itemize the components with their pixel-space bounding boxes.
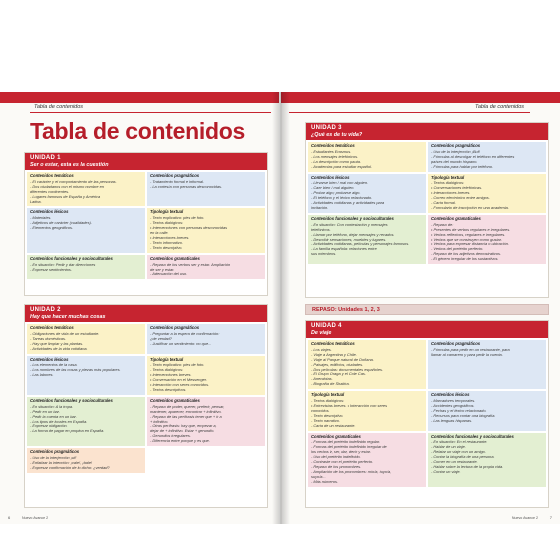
unit-contents-grid bbox=[306, 338, 548, 489]
unit-number: UNIDAD 1 bbox=[30, 155, 61, 161]
content-section bbox=[27, 255, 145, 280]
list-item: - Actividades cotidianas y actividades para bbox=[311, 201, 385, 206]
list-item: Latina. bbox=[30, 199, 42, 204]
section-title: Contenidos temáticos bbox=[311, 341, 355, 346]
list-item: mantener, aparecer, encontrar + infinitivo. bbox=[150, 409, 222, 414]
list-item: ¿de verdad? bbox=[150, 336, 172, 341]
unit-contents-grid bbox=[25, 170, 267, 281]
list-item: de ser y estar. bbox=[150, 267, 175, 272]
list-item: llamar al camarero y para pedir la cuenta. bbox=[431, 352, 503, 357]
section-list bbox=[431, 181, 543, 210]
content-section bbox=[428, 142, 546, 172]
unit-header bbox=[25, 305, 267, 322]
list-item: - Textos descriptivos. bbox=[150, 387, 187, 392]
list-item: - Formulario de inscripción en una academia. bbox=[431, 205, 509, 210]
section-title: Contenidos léxicos bbox=[431, 392, 470, 398]
list-item: - Accidentes geográficos. bbox=[431, 403, 475, 408]
list-item: - El teléfono y el léxico relacionado. bbox=[311, 196, 373, 201]
content-section bbox=[308, 340, 426, 389]
list-item: - Anecdotas. bbox=[311, 377, 333, 382]
list-item: - Contar un viaje. bbox=[431, 469, 461, 474]
section-list bbox=[150, 332, 262, 347]
list-item: - Adjetivos de carácter (cualidades). bbox=[30, 221, 92, 226]
section-title: Contenidos pragmáticos bbox=[431, 341, 481, 346]
list-item: - Fórmulas para pedir en un restaurante, para bbox=[431, 347, 510, 352]
unit-number: UNIDAD 4 bbox=[311, 323, 342, 329]
list-item: - Estudiantes Erasmus. bbox=[311, 149, 352, 154]
unit-header bbox=[306, 321, 548, 338]
section-list bbox=[30, 363, 142, 378]
list-item: conocidos. bbox=[311, 408, 330, 413]
section-list bbox=[150, 180, 262, 190]
left-page bbox=[0, 92, 279, 524]
list-item: - Actividades cotidianas, películas y personajes famosos. bbox=[311, 242, 410, 247]
page-number-left: 6 bbox=[8, 515, 11, 520]
list-item: suyo/a... bbox=[311, 474, 326, 479]
list-item: - Repaso de poder, querer, preferir, pensar, bbox=[150, 404, 225, 409]
unit-subtitle: De viaje bbox=[311, 330, 332, 336]
top-red-bar bbox=[281, 92, 560, 103]
list-item: - Repaso de los adjetivos demostrativos. bbox=[431, 252, 502, 257]
list-item: - Las labores. bbox=[30, 373, 54, 378]
section-title: Tipología textual bbox=[150, 209, 184, 215]
list-item: - Más números. bbox=[311, 479, 339, 484]
section-title: Contenidos gramaticales bbox=[150, 255, 200, 261]
list-item: - Repaso de los pronombres. bbox=[311, 464, 362, 469]
list-item: - Pedir la cuenta en un bar. bbox=[30, 414, 77, 419]
unit-1-box bbox=[24, 152, 268, 296]
list-item: - Actividades de la vida cotidiana. bbox=[30, 346, 88, 351]
section-list bbox=[431, 223, 543, 262]
content-section bbox=[147, 356, 265, 395]
list-item: - Carta formal. bbox=[431, 201, 456, 206]
list-item: - La familia española: relaciones entre bbox=[311, 247, 377, 252]
unit-header bbox=[306, 123, 548, 140]
content-section bbox=[27, 356, 145, 395]
page-title: Tabla de contenidos bbox=[30, 118, 245, 144]
list-item: - La cortesía con personas desconocidas. bbox=[150, 184, 223, 189]
section-list bbox=[30, 456, 142, 471]
header-rule bbox=[30, 112, 271, 113]
content-section bbox=[27, 172, 145, 206]
content-section bbox=[147, 324, 265, 354]
content-section bbox=[308, 174, 426, 213]
section-title: Contenidos funcionales y socioculturales bbox=[431, 433, 514, 439]
list-item: - Justificar un sentimiento: no que... bbox=[150, 341, 212, 346]
top-red-bar bbox=[0, 92, 279, 103]
list-item: - Llamar por teléfono, dejar mensajes y recados. bbox=[311, 232, 395, 237]
list-item: - Hablar sobre la lectura de la propia vida. bbox=[431, 464, 504, 469]
content-section bbox=[428, 391, 546, 430]
list-item: • Intervenciones breves. bbox=[150, 373, 192, 378]
right-page bbox=[281, 92, 560, 524]
list-item: - Expresar confirmación de lo dicho: ¿verdad? bbox=[30, 465, 110, 470]
section-title: Contenidos pragmáticos bbox=[150, 173, 200, 178]
list-item: - Materiales. bbox=[30, 216, 52, 221]
list-item: - Las lenguas hispanas. bbox=[431, 418, 473, 423]
book-gutter bbox=[272, 92, 290, 524]
content-section bbox=[27, 208, 145, 252]
section-title: Contenidos pragmáticos bbox=[150, 325, 200, 330]
list-item: - Uso de la interjección ¡Buf! bbox=[431, 149, 480, 154]
section-title: Contenidos pragmáticos bbox=[30, 449, 80, 455]
content-section bbox=[27, 324, 145, 354]
unit-number: UNIDAD 3 bbox=[311, 125, 342, 131]
book-spread bbox=[0, 92, 560, 524]
list-item: • Presentes de verbos regulares e irregulares. bbox=[431, 227, 511, 232]
list-item: - Uso del pretérito indefinido. bbox=[311, 455, 361, 460]
unit-header bbox=[25, 153, 267, 170]
list-item: - Verbos del pretérito perfecto. bbox=[431, 247, 484, 252]
list-item: - El género irregular de los sustantivos. bbox=[431, 257, 499, 262]
list-item: • Interacciones breves. bbox=[150, 235, 190, 240]
list-item: diferentes continentes. bbox=[30, 189, 70, 194]
content-section bbox=[308, 142, 426, 172]
list-item: - Diferencia entre porque y es que. bbox=[150, 439, 210, 444]
list-item: - Correo electrónico entre amigos. bbox=[431, 196, 490, 201]
list-item: - La forma de pagar en propina en España. bbox=[30, 429, 105, 434]
header-rule bbox=[289, 112, 530, 113]
section-title: Contenidos gramaticales bbox=[311, 433, 361, 439]
list-item: - Carta de un restaurante. bbox=[311, 423, 356, 428]
list-item: - Formas del pretérito indefinido regular. bbox=[311, 440, 381, 445]
list-item: - Texto informativo. bbox=[150, 240, 183, 245]
list-item: - La descripción como pauta. bbox=[311, 159, 361, 164]
list-item: • Conversaciones telefónicas. bbox=[431, 186, 483, 191]
section-list bbox=[150, 363, 262, 392]
section-title: Contenidos temáticos bbox=[30, 325, 74, 330]
list-item: - Los viajes. bbox=[311, 347, 332, 352]
content-section bbox=[27, 448, 145, 473]
list-item: - Repaso de los verbos ser y estar. Ampliación bbox=[150, 262, 231, 267]
list-item: - Los elementos de la casa. bbox=[30, 363, 78, 368]
section-list bbox=[431, 440, 543, 474]
list-item: - Texto narrativo. bbox=[311, 418, 341, 423]
review-label: REPASO: Unidades 1, 2, 3 bbox=[312, 307, 380, 313]
list-item: - Textos dialógicos: bbox=[431, 181, 465, 186]
section-list bbox=[311, 223, 423, 257]
list-item: + infinitivo. bbox=[150, 419, 169, 424]
list-item: - Expresar obligación. bbox=[30, 424, 68, 429]
section-list bbox=[311, 348, 423, 387]
running-header-right: Tabla de contenidos bbox=[474, 104, 524, 110]
section-title: Contenidos gramaticales bbox=[150, 397, 200, 403]
list-item: - Fórmulas para hablar por teléfono. bbox=[431, 164, 494, 169]
section-list bbox=[311, 440, 423, 484]
list-item: • Verbos que se construyen como gustar. bbox=[431, 237, 502, 242]
list-item: - Elementos geográficos. bbox=[30, 226, 74, 231]
section-list bbox=[431, 399, 543, 424]
section-title: Contenidos funcionales y socioculturales bbox=[311, 215, 394, 221]
list-item: - Formas del pretérito indefinido irregular de bbox=[311, 445, 387, 450]
section-title: Tipología textual bbox=[431, 174, 465, 180]
list-item: - Dos películas: documentales españoles. bbox=[311, 367, 384, 372]
section-list bbox=[30, 405, 142, 434]
section-list bbox=[30, 332, 142, 352]
list-item: - El carácter y el comportamiento de las personas. bbox=[30, 179, 117, 184]
list-item: - Adecuación del uso. bbox=[150, 272, 188, 277]
list-item: - Otras perífrasis: hay que, empezar a, bbox=[150, 424, 217, 429]
section-list bbox=[311, 181, 423, 210]
list-item: - Hay que limpiar y las plantas. bbox=[30, 341, 84, 346]
list-item: telefónicos. bbox=[311, 227, 331, 232]
unit-contents-grid bbox=[306, 140, 548, 266]
section-title: Tipología textual bbox=[150, 356, 184, 362]
section-title: Contenidos gramaticales bbox=[431, 215, 481, 221]
review-banner bbox=[305, 304, 549, 315]
list-item: - Recursos para contar una biografía. bbox=[431, 413, 496, 418]
unit-3-box bbox=[305, 122, 549, 298]
content-section bbox=[428, 433, 546, 487]
list-item: • Entrevistas breves. • Interacción con seres bbox=[311, 403, 388, 408]
list-item: - Hablar de un viaje. bbox=[431, 445, 466, 450]
content-section bbox=[308, 215, 426, 264]
list-item: • Intervenciones con personas desconocidas bbox=[150, 226, 228, 231]
section-list bbox=[431, 150, 543, 170]
unit-number: UNIDAD 2 bbox=[30, 307, 61, 313]
list-item: - Repaso de las perífrasis tener que + ir a bbox=[150, 414, 222, 419]
list-item: - Marcadores temporales. bbox=[431, 399, 476, 404]
list-item: - Caer bien / mal alguien. bbox=[311, 186, 355, 191]
book-name-left: Nuevo Avance 2 bbox=[22, 516, 49, 520]
list-item: los verbos ir, ser, dar, decir y estar. bbox=[311, 450, 371, 455]
section-title: Contenidos léxicos bbox=[30, 356, 69, 362]
unit-subtitle: Hay que hacer muchas cosas bbox=[30, 314, 106, 320]
list-item: - Llevarse bien / mal con alguien. bbox=[311, 181, 369, 186]
content-section bbox=[27, 397, 145, 446]
unit-4-box bbox=[305, 320, 549, 508]
list-item: - El Grupo Oraga y el Cole Cas. bbox=[311, 372, 366, 377]
list-item: - Describir sensaciones, muebles y lugares. bbox=[311, 237, 387, 242]
list-item: • Verbos para expresar distancia o ubicación. bbox=[431, 242, 509, 247]
book-name-right: Nuevo Avance 2 bbox=[511, 516, 538, 520]
list-item: - Viaje a Argentina y Chile. bbox=[311, 352, 357, 357]
list-item: - Viaje al Parque natural de Doñana. bbox=[311, 357, 374, 362]
list-item: - Los nombres de las cosas y piezas más populares. bbox=[30, 368, 121, 373]
list-item: - Gerundios irregulares. bbox=[150, 434, 191, 439]
list-item: • Conversación en el Messenger. bbox=[150, 378, 208, 383]
content-section bbox=[308, 391, 426, 430]
list-item: - Academias para estudiar español. bbox=[311, 164, 373, 169]
section-title: Contenidos pragmáticos bbox=[431, 143, 481, 148]
page-number-right: 7 bbox=[549, 515, 552, 520]
unit-subtitle: ¿Qué es de tu vida? bbox=[311, 132, 363, 138]
list-item: - Ampliación de los pronombres: mío/a, tuyo/a, bbox=[311, 469, 392, 474]
content-section bbox=[147, 172, 265, 206]
content-section bbox=[308, 433, 426, 487]
list-item: - Texto explicativo: pies de foto. bbox=[150, 363, 205, 368]
section-title: Contenidos léxicos bbox=[311, 174, 350, 180]
list-item: - Fórmulas al descolgar el teléfono en diferentes bbox=[431, 154, 515, 159]
list-item: en la calle. bbox=[150, 231, 169, 236]
unit-2-box bbox=[24, 304, 268, 508]
list-item: países del mundo hispano. bbox=[431, 159, 478, 164]
list-item: - En situación: A la tropa. bbox=[30, 404, 74, 409]
section-list bbox=[30, 263, 142, 273]
unit-contents-grid bbox=[25, 322, 267, 475]
list-item: - Los mensajes telefónicos. bbox=[311, 154, 359, 159]
section-list bbox=[311, 150, 423, 170]
list-item: dejar de + infinitivo. Estar + gerundio. bbox=[150, 429, 215, 434]
list-item: - En situación: En el restaurante. bbox=[431, 440, 488, 445]
section-list bbox=[150, 263, 262, 278]
unit-subtitle: Ser o estar, esta es la cuestión bbox=[30, 162, 109, 168]
section-title: Contenidos temáticos bbox=[311, 143, 355, 148]
section-list bbox=[30, 180, 142, 205]
list-item: invitación. bbox=[311, 205, 329, 210]
section-list bbox=[431, 348, 543, 358]
list-item: - Uso de la interjección ¡uf! bbox=[30, 455, 77, 460]
list-item: - Paisajes, edificios, ciudades. bbox=[311, 362, 364, 367]
list-item: - Relatar un viaje con un amigo. bbox=[431, 450, 486, 455]
section-title: Tipología textual bbox=[311, 392, 345, 398]
list-item: • Verbos reflexivos, regulares e irregulares. bbox=[431, 232, 506, 237]
running-header-left: Tabla de contenidos bbox=[34, 104, 84, 110]
list-item: - Tratamiento formal e informal. bbox=[150, 179, 204, 184]
section-list bbox=[30, 216, 142, 231]
content-section bbox=[147, 208, 265, 252]
list-item: • Interacciones breves. bbox=[431, 191, 471, 196]
content-section bbox=[147, 397, 265, 446]
list-item: - Obligaciones de vida de un estudiante. bbox=[30, 331, 100, 336]
section-title: Contenidos funcionales y socioculturales bbox=[30, 255, 113, 261]
section-list bbox=[311, 399, 423, 428]
list-item: - Texto descriptivo. bbox=[150, 245, 183, 250]
list-item: - Tareas domésticas. bbox=[30, 336, 66, 341]
list-item: • Interacción con seres conocidos. bbox=[150, 383, 210, 388]
content-section bbox=[428, 174, 546, 213]
list-item: - Pedir en un bar. bbox=[30, 409, 60, 414]
section-title: Contenidos temáticos bbox=[30, 173, 74, 178]
content-section bbox=[147, 255, 265, 280]
section-title: Contenidos funcionales y socioculturales bbox=[30, 397, 113, 403]
list-item: - Fechas y el léxico relacionado. bbox=[431, 408, 487, 413]
list-item: - Lugares famosos de España y América bbox=[30, 194, 101, 199]
list-item: - Preguntar a la espera de confirmación: bbox=[150, 331, 220, 336]
list-item: - Textos dialógicos: bbox=[150, 368, 184, 373]
list-item: - Enfatizar la intención: ¡vale!, ¡bale! bbox=[30, 460, 93, 465]
list-item: - Textos dialógicos: bbox=[150, 221, 184, 226]
list-item: - Contraste con el pretérito perfecto. bbox=[311, 460, 374, 465]
list-item: - Textos dialógicos: bbox=[311, 399, 345, 404]
list-item: - Comer en un restaurante. bbox=[431, 460, 478, 465]
list-item: - Repaso de: bbox=[431, 222, 454, 227]
content-section bbox=[428, 340, 546, 389]
section-list bbox=[150, 405, 262, 444]
list-item: - Biografía de Shakira. bbox=[311, 382, 350, 387]
list-item: - En situación: Pedir y dar direcciones bbox=[30, 262, 96, 267]
list-item: - Los tipos de locales en España. bbox=[30, 419, 88, 424]
list-item: - Probar algo; probarse algo. bbox=[311, 191, 361, 196]
list-item: - Texto descriptivo. bbox=[311, 413, 344, 418]
content-section bbox=[428, 215, 546, 264]
list-item: - Expresar sentimientos. bbox=[30, 267, 72, 272]
list-item: - Contar la biografía de una persona. bbox=[431, 455, 495, 460]
list-item: sus miembros. bbox=[311, 252, 337, 257]
section-title: Contenidos léxicos bbox=[30, 209, 69, 215]
list-item: - En situación: Con contestación y mensajes bbox=[311, 222, 388, 227]
section-list bbox=[150, 216, 262, 250]
list-item: - Texto explicativo: pies de foto. bbox=[150, 216, 205, 221]
list-item: - Dos ciudadanos con el mismo nombre en bbox=[30, 184, 104, 189]
